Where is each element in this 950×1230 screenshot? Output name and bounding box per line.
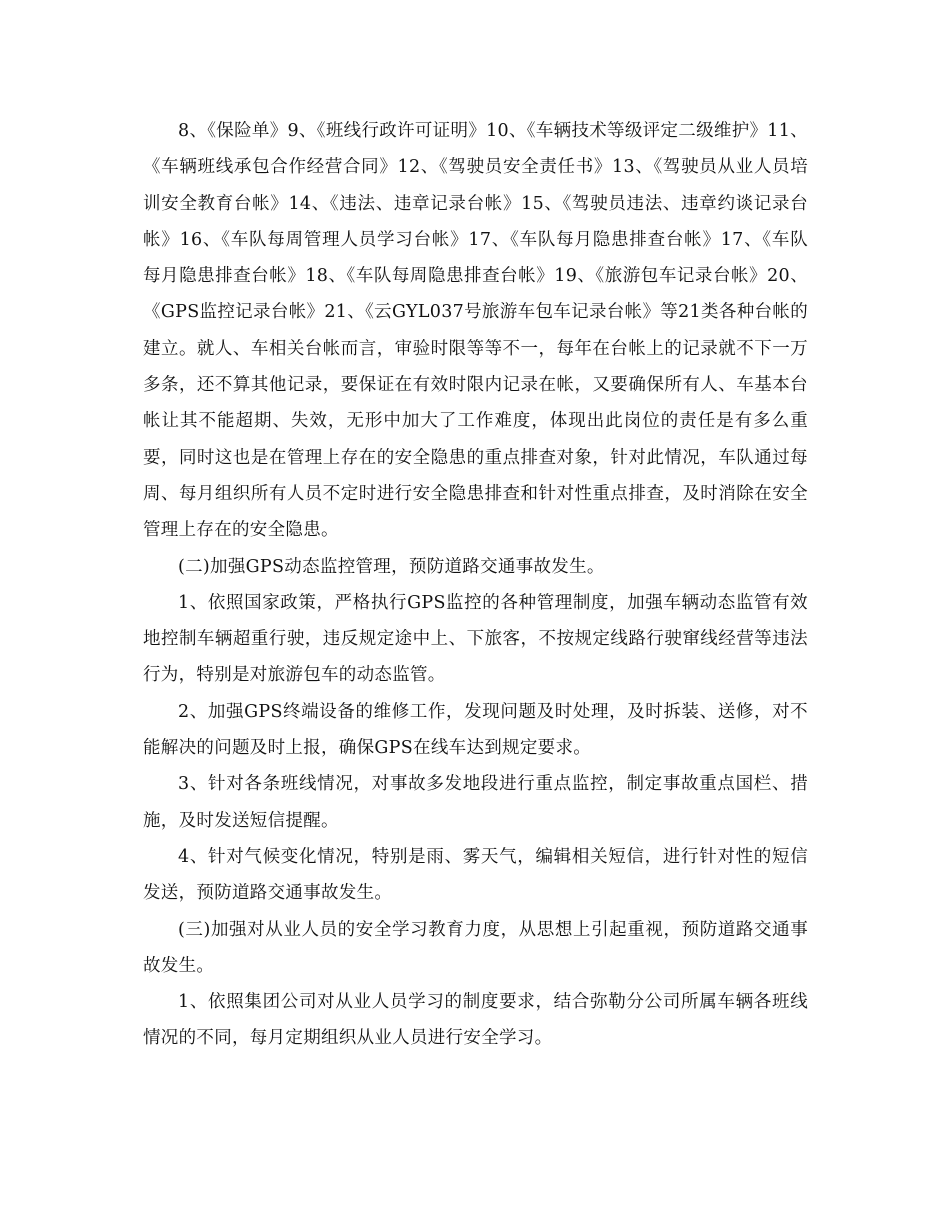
document-body [143, 113, 808, 1057]
section-heading-safety-education: (三)加强对从业人员的安全学习教育力度，从思想上引起重视，预防道路交通事故发生。 [143, 919, 808, 976]
section-heading-gps: (二)加强GPS动态监控管理，预防道路交通事故发生。 [178, 556, 605, 577]
paragraph-gps-item-4: 4、针对气候变化情况，特别是雨、雾天气，编辑相关短信，进行针对性的短信发送，预防道路交通事故发生。 [143, 846, 808, 904]
paragraph-gps-item-2: 2、加强GPS终端设备的维修工作，发现问题及时处理，及时拆装、送修，对不能解决的问题及时上报，确保GPS在线车达到规定要求。 [143, 701, 808, 759]
paragraph-ledger-list: 8、《保险单》9、《班线行政许可证明》10、《车辆技术等级评定二级维护》11、《车辆班线承包合作经营合同》12、《驾驶员安全责任书》13、《驾驶员从业人员培训安全教育台帐》14、《违法、违章记录台帐》15、《驾驶员违法、违章约谈记录台帐》16、《车队每周管理人员学习台帐》17、《车队每月隐患排查台帐》17、《车队每月隐患排查台帐》18、《车队每周隐患排查台帐》19、《旅游包车记录台帐》20、《GPS监控记录台帐》21、《云GYL037号旅游车包车记录台帐》等21类各种台帐的建立。就人、车相关台帐而言，审验时限等等不一，每年在台帐上的记录就不下一万多条，还不算其他记录，要保证在有效时限内记录在帐，又要确保所有人、车基本台帐让其不能超期、失效，无形中加大了工作难度，体现出此岗位的责任是有多么重要，同时这也是在管理上存在的安全隐患的重点排查对象，针对此情况，车队通过每周、每月组织所有人员不定时进行安全隐患排查和针对性重点排查，及时消除在安全管理上存在的安全隐患。 [143, 121, 808, 541]
paragraph-gps-item-1: 1、依照国家政策，严格执行GPS监控的各种管理制度，加强车辆动态监管有效地控制车辆超重行驶，违反规定途中上、下旅客，不按规定线路行驶窜线经营等违法行为，特别是对旅游包车的动态监管。 [143, 592, 808, 686]
paragraph-education-item-1: 1、依照集团公司对从业人员学习的制度要求，结合弥勒分公司所属车辆各班线情况的不同，每月定期组织从业人员进行安全学习。 [143, 992, 808, 1049]
paragraph-gps-item-3: 3、针对各条班线情况，对事故多发地段进行重点监控，制定事故重点国栏、措施，及时发送短信提醒。 [143, 774, 808, 831]
